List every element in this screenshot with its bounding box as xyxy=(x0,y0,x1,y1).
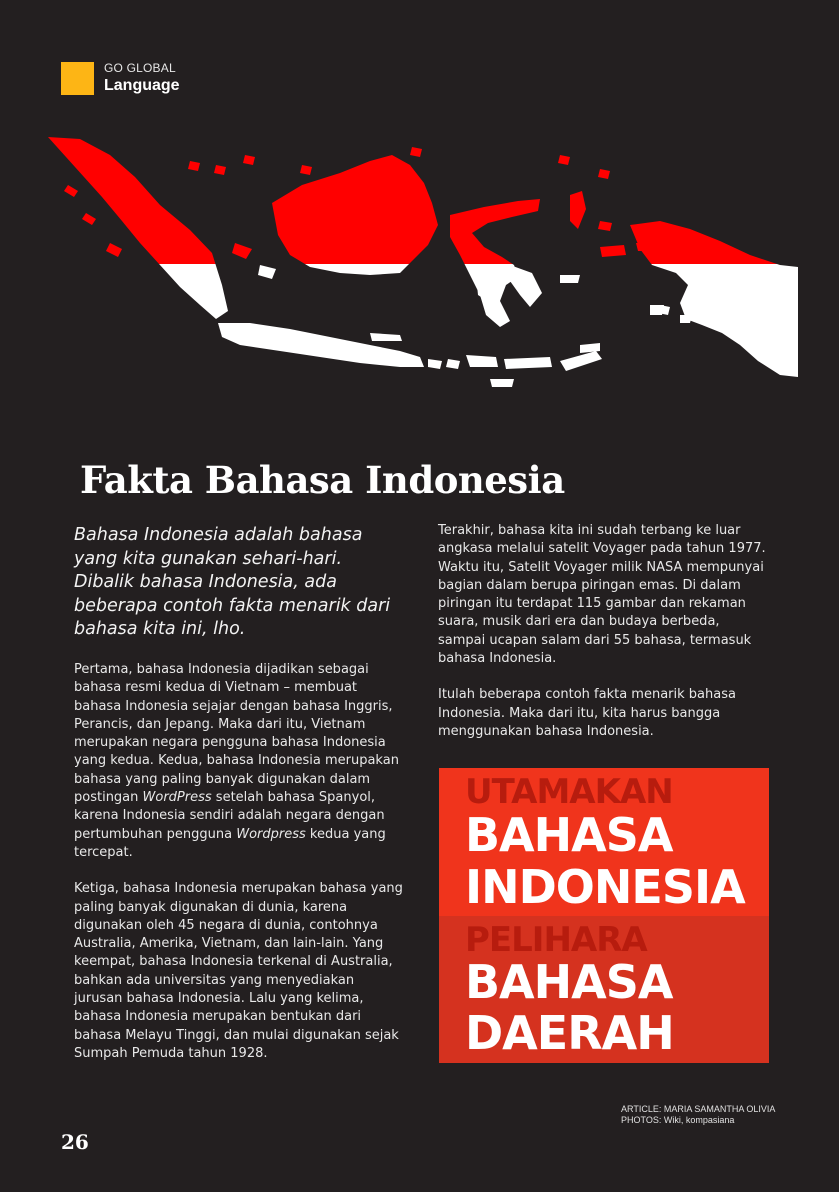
poster-line-daerah: DAERAH xyxy=(465,1006,674,1060)
paragraph-2: Ketiga, bahasa Indonesia merupakan bahasa yang paling banyak digunakan di dunia, karena digunakan oleh 45 negara di dunia, contohnya Australia, Amerika, Vietnam, dan lain-lain. Yang keempat, bahasa Indonesia terkenal di Australia, bahkan ada universitas yang menyediakan jurusan bahasa Indonesia. Lalu yang kelima, bahasa Indonesia merupakan bentukan dari bahasa Melayu Tinggi, dan mulai digunakan sejak Sumpah Pemuda tahun 1928. xyxy=(74,881,403,1061)
paragraph-1-text-b: setelah bahasa Spanyol, karena Indonesia sendiri adalah negara dengan pertumbuhan pengguna xyxy=(74,790,385,842)
page-number: 26 xyxy=(61,1130,89,1154)
article-headline: Fakta Bahasa Indonesia xyxy=(80,458,565,502)
poster-line-indonesia: INDONESIA xyxy=(465,860,745,914)
language-poster xyxy=(439,768,769,1063)
map-red-half xyxy=(48,137,798,387)
poster-line-bahasa-1: BAHASA xyxy=(465,808,673,862)
paragraph-1-text-c: kedua yang tercepat. xyxy=(74,826,386,860)
article-column-left xyxy=(74,661,404,1063)
paragraph-1 xyxy=(74,661,404,862)
section-kicker: GO GLOBAL xyxy=(104,61,176,75)
article-credits xyxy=(621,1104,775,1126)
poster-line-utamakan: UTAMAKAN xyxy=(465,772,673,812)
indonesia-flag-map-icon xyxy=(40,125,800,415)
credit-photos: PHOTOS: Wiki, kompasiana xyxy=(621,1115,735,1125)
poster-line-pelihara: PELIHARA xyxy=(465,920,647,960)
article-lead: Bahasa Indonesia adalah bahasa yang kita gunakan sehari-hari. Dibalik bahasa Indonesia, ada beberapa contoh fakta menarik dari bahasa kita ini, lho. xyxy=(74,525,391,640)
section-marker xyxy=(61,62,94,95)
wordpress-term: WordPress xyxy=(142,790,212,806)
poster-line-bahasa-2: BAHASA xyxy=(465,955,673,1009)
wordpress-term-2: Wordpress xyxy=(236,826,306,842)
credit-article: ARTICLE: MARIA SAMANTHA OLIVIA xyxy=(621,1104,776,1114)
paragraph-4: Itulah beberapa contoh fakta menarik bahasa Indonesia. Maka dari itu, kita harus bangga menggunakan bahasa Indonesia. xyxy=(438,687,736,739)
paragraph-3: Terakhir, bahasa kita ini sudah terbang ke luar angkasa melalui satelit Voyager pada tahun 1977. Waktu itu, Satelit Voyager milik NASA mempunyai bagian dalam berupa piringan emas. Di dalam piringan itu terdapat 115 gambar dan rekaman suara, musik dari era dan budaya berbeda, sampai ucapan salam dari 55 bahasa, termasuk bahasa Indonesia. xyxy=(438,523,766,667)
paragraph-1-text-a: Pertama, bahasa Indonesia dijadikan sebagai bahasa resmi kedua di Vietnam – membuat bahasa Indonesia sejajar dengan bahasa Inggris, Perancis, dan Jepang. Maka dari itu, Vietnam merupakan negara pengguna bahasa Indonesia yang kedua. Kedua, bahasa Indonesia merupakan bahasa yang paling banyak digunakan dalam postingan xyxy=(74,662,399,806)
section-title: Language xyxy=(104,77,180,94)
article-column-right xyxy=(438,522,768,759)
